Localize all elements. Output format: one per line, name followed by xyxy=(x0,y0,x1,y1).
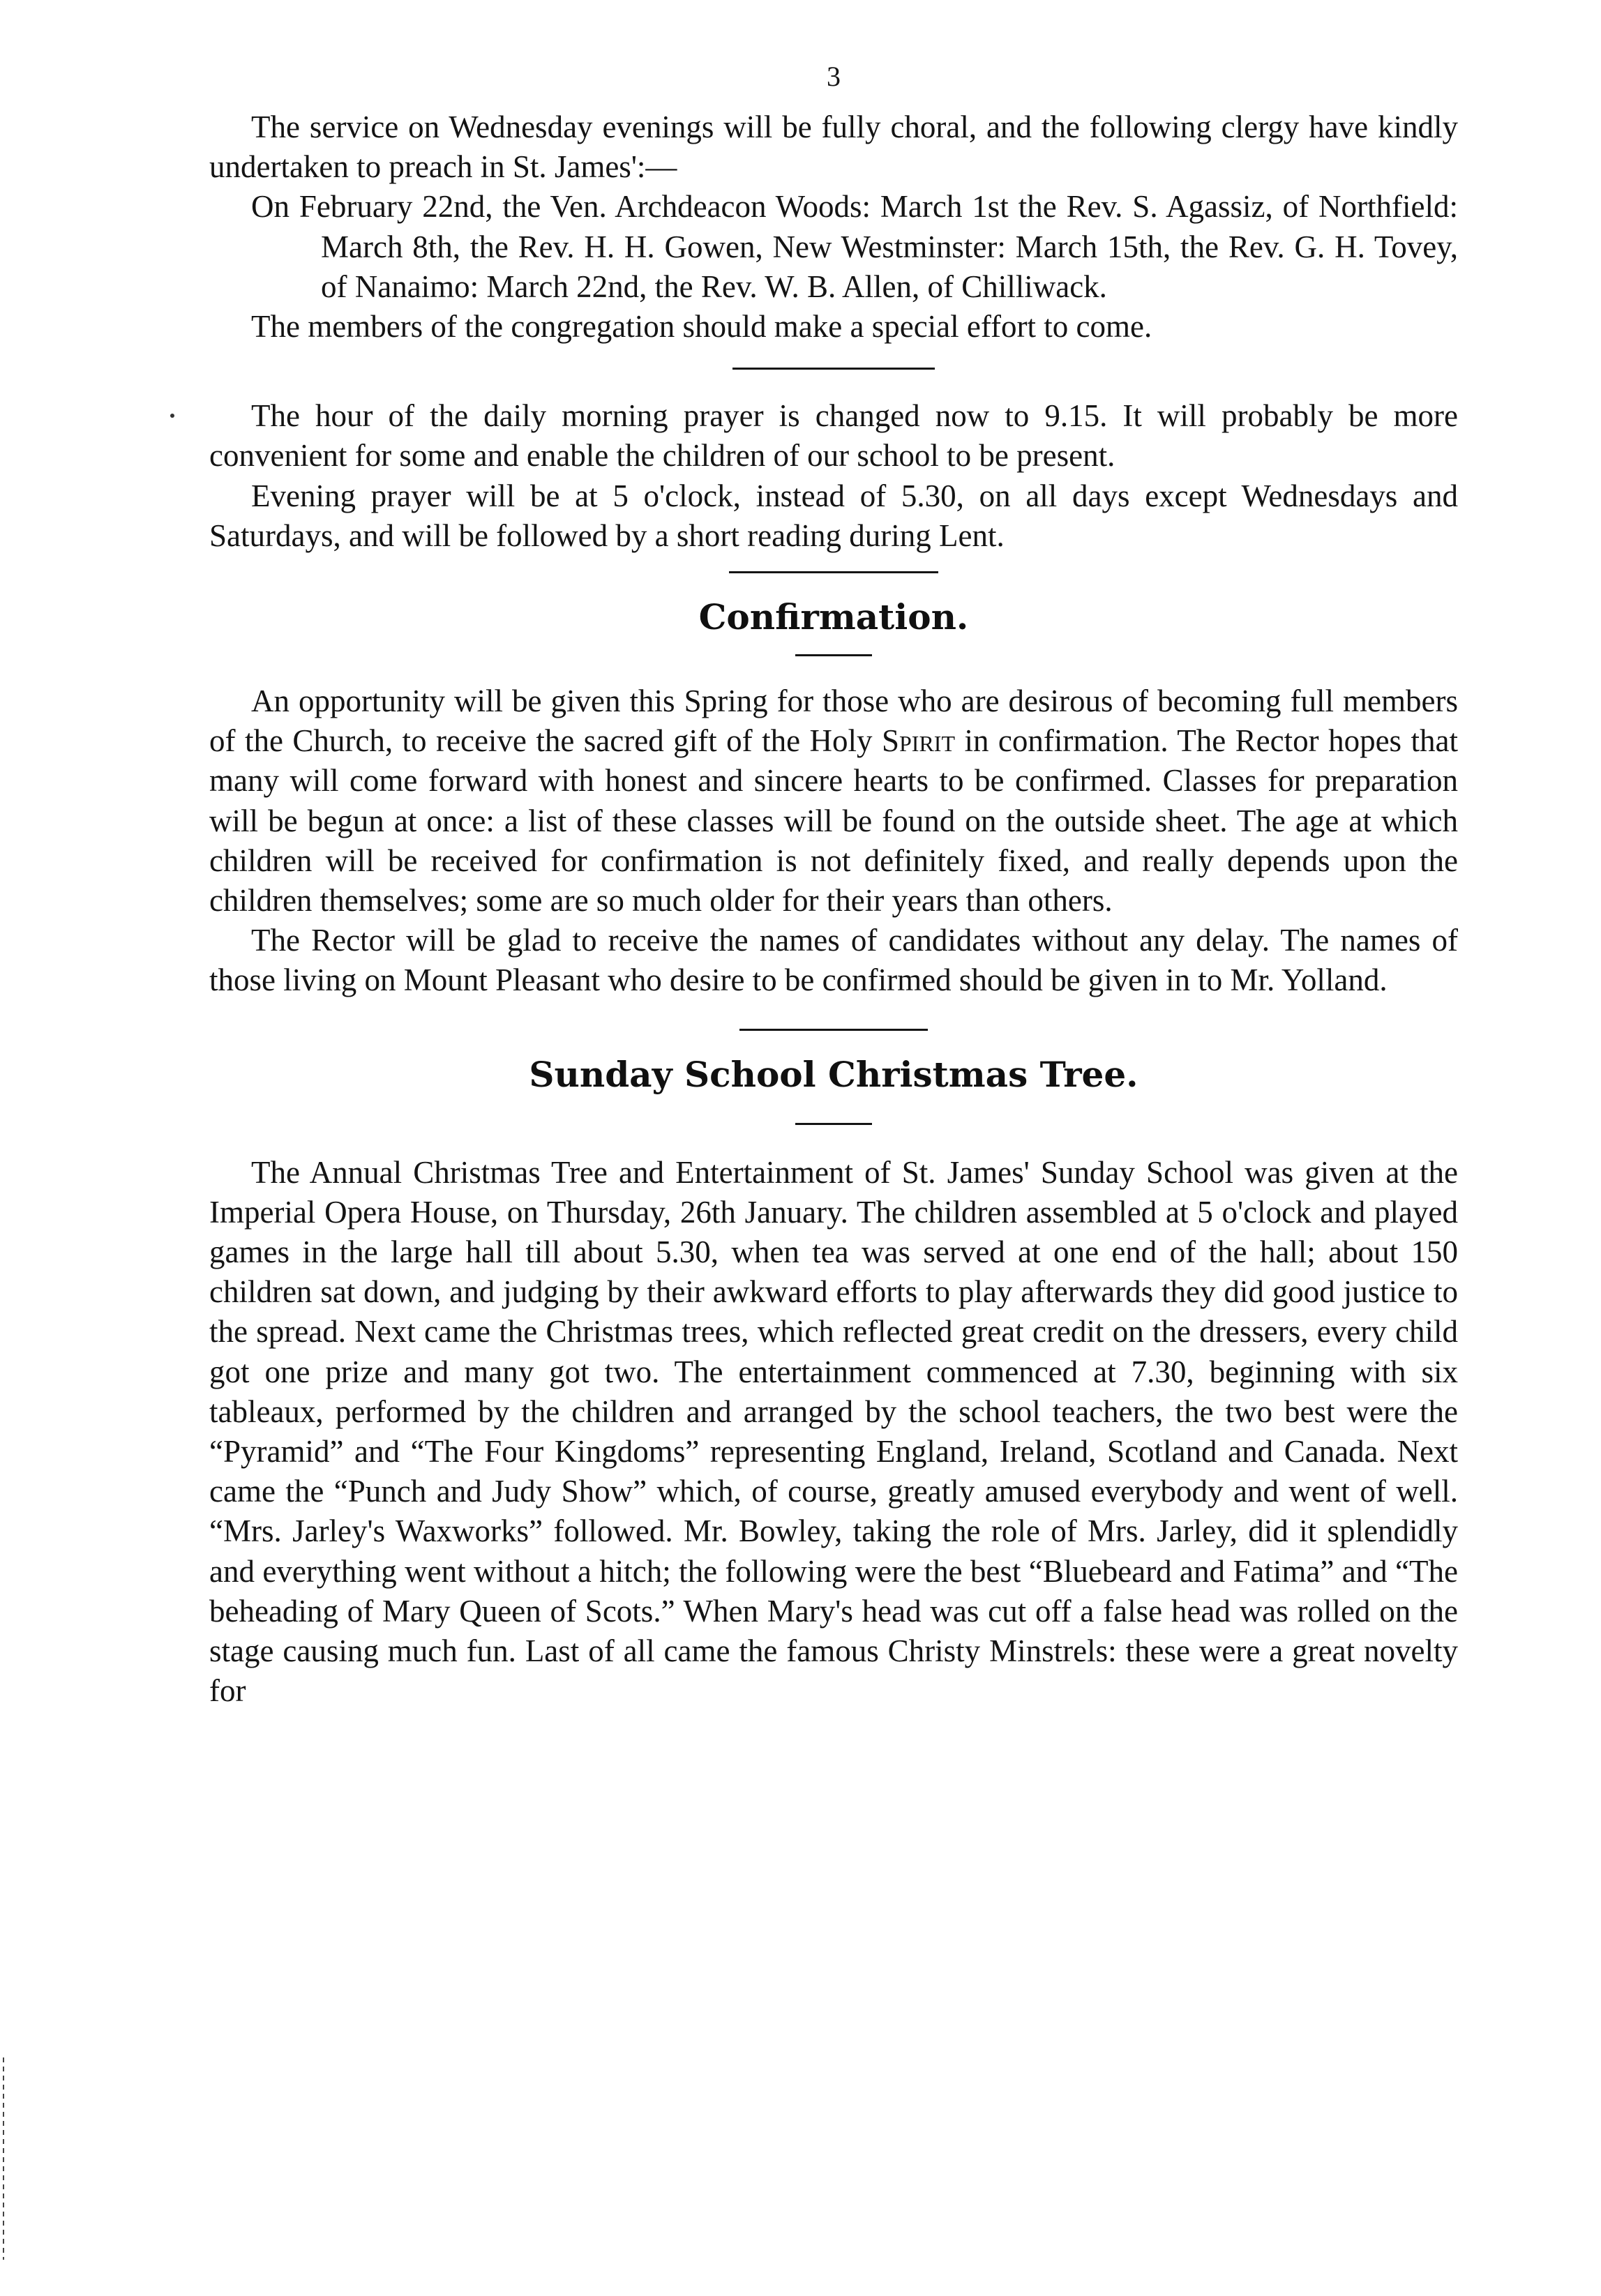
sunday-school-section xyxy=(209,1050,1458,1712)
heading-rule xyxy=(795,1123,872,1125)
morning-prayer-paragraph: The hour of the daily morning prayer is changed now to 9.15. It will probably be more convenient for some and enable the children of our school to be present. xyxy=(209,398,1458,474)
document-page xyxy=(209,56,1458,1712)
sunday-school-heading: Sunday School Christmas Tree. xyxy=(529,1053,1138,1095)
confirmation-paragraph-1: An opportunity will be given this Spring for those who are desirous of becoming full members of the Church, to receive the sacred gift of the Holy Spirit in confirmation. The Rector hopes that many will come forward with honest and sincere hearts to be confirmed. Classes for preparation will be begun at once: a list of these classes will be found on the outside sheet. The age at which children will be received for confirmation is not definitely fixed, and really depends upon the children themselves; some are so much older for their years than others. xyxy=(209,683,1459,919)
section-divider xyxy=(739,1029,928,1031)
evening-prayer-paragraph: Evening prayer will be at 5 o'clock, instead of 5.30, on all days except Wednesdays and Saturdays, and will be followed by a short reading during Lent. xyxy=(209,478,1458,553)
congregation-appeal: The members of the congregation should make a special effort to come. xyxy=(251,309,1152,345)
spirit-smallcaps: Spirit xyxy=(881,723,955,759)
sunday-school-paragraph: The Annual Christmas Tree and Entertainment of St. James' Sunday School was given at the Imperial Opera House, on Thursday, 26th January. The children assembled at 5 o'clock and played games in the large hall till about 5.30, when tea was served at one end of the hall; about 150 children sat down, and judging by their awkward efforts to play afterwards they did good justice to the spread. Next came the Christmas trees, which reflected great credit on the dressers, every child got one prize and many got two. The entertainment commenced at 7.30, beginning with six tableaux, performed by the children and arranged by the school teachers, the two best were the “Pyramid” and “The Four Kingdoms” representing England, Ireland, Scotland and Canada. Next came the “Punch and Judy Show” which, of course, greatly amused everybody and went of well. “Mrs. Jarley's Waxworks” followed. Mr. Bowley, taking the role of Mrs. Jarley, did it splendidly and everything went without a hitch; the following were the best “Bluebeard and Fatima” and “The beheading of Mary Queen of Scots.” When Mary's head was cut off a false head was rolled on the stage causing much fun. Last of all came the famous Christy Minstrels: these were a great novelty for xyxy=(209,1154,1458,1709)
section-divider xyxy=(729,571,938,573)
heading-rule xyxy=(795,654,872,656)
margin-speck xyxy=(170,414,174,418)
preacher-schedule: On February 22nd, the Ven. Archdeacon Woods: March 1st the Rev. S. Agassiz, of Northfield: March 8th, the Rev. H. H. Gowen, New Westminster: March 15th, the Rev. G. H. Tovey, of Nanaimo: March 22nd, the Rev. W. B. Allen, of Chilliwack. xyxy=(251,189,1458,304)
confirmation-paragraph-2: The Rector will be glad to receive the names of candidates without any delay. The names of those living on Mount Pleasant who desire to be confirmed should be given in to Mr. Yolland. xyxy=(209,923,1458,998)
prayer-times-section xyxy=(209,396,1458,556)
page-number: 3 xyxy=(827,61,841,92)
section-divider xyxy=(732,368,935,370)
confirmation-section xyxy=(209,593,1458,1001)
wednesday-services-intro: The service on Wednesday evenings will be fully choral, and the following clergy have kindly undertaken to preach in St. James':— xyxy=(209,109,1458,185)
wednesday-services-section xyxy=(209,107,1458,347)
scan-edge-mark xyxy=(3,2057,4,2260)
confirmation-heading: Confirmation. xyxy=(698,596,969,638)
